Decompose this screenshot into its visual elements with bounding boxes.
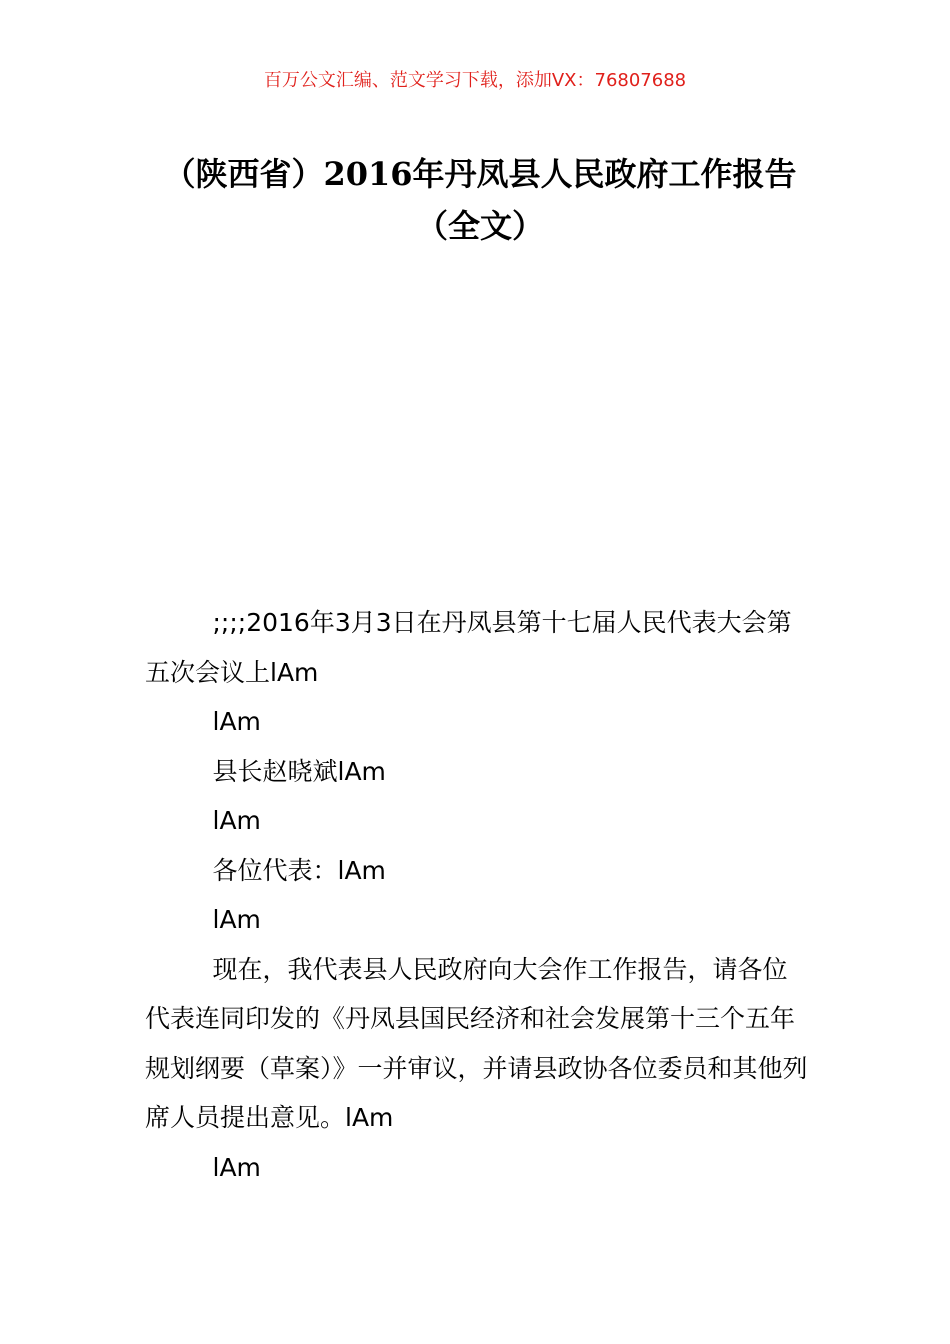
paragraph-filler: lAm [212,1152,261,1182]
paragraph-filler: lAm [212,806,261,835]
paragraph-filler: lAm [212,905,261,934]
document-title: （陕西省）2016年丹凤县人民政府工作报告（全文） [163,155,797,245]
paragraph-meeting-info: ;;;;2016年3月3日在丹凤县第十七届人民代表大会第五次会议上lAm [145,608,792,687]
paragraph-intro: 现在，我代表县人民政府向大会作工作报告，请各位代表连同印发的《丹凤县国民经济和社会发展第十三个五年规划纲要（草案）》一并审议，并请县政协各位委员和其他列席人员提出意见。lAm [145,954,808,1132]
document-body [145,598,810,1192]
page-header-watermark: 百万公文汇编、范文学习下载，添加VX：76807688 [263,70,687,91]
paragraph-author: 县长赵晓斌lAm [212,756,386,786]
paragraph-filler: lAm [212,707,261,736]
paragraph-salutation: 各位代表：lAm [212,855,386,885]
